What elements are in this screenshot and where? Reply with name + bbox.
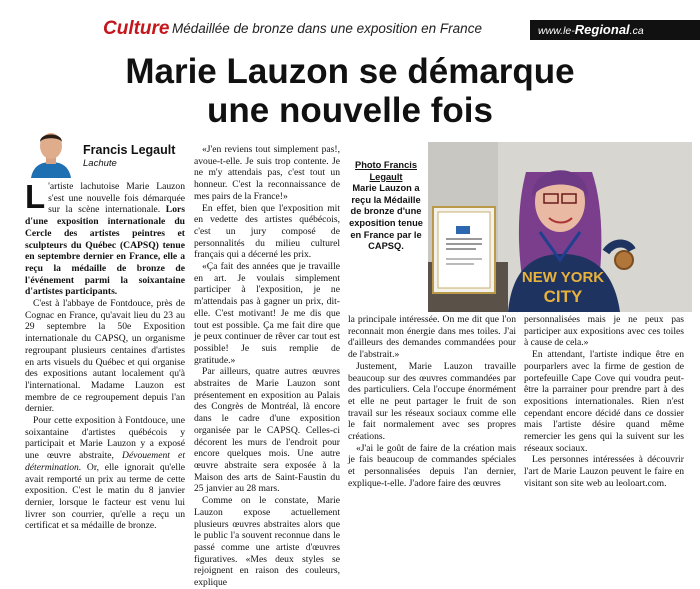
paragraph-text: Pour cette exposition à Fontdouce, une soixantaine d'artistes québécois y participait et Marie Lauzon y a exposé une œuvre abstraite,	[25, 415, 185, 462]
paragraph: En effet, bien que l'exposition mit en vedette des artistes québécois, c'est un jury composé de personnalités du milieu culturel français qui a décerné les prix.	[194, 202, 340, 261]
site-url-box[interactable]	[530, 20, 700, 40]
headline-line-1: Marie Lauzon se démarque	[125, 52, 575, 91]
headline-line-2: une nouvelle fois	[207, 91, 493, 130]
paragraph: «J'ai le goût de faire de la création mais je fais beaucoup de commandes spéciales et personnalisées depuis l'an dernier, explique-t-elle. J'adore faire des œuvres	[348, 442, 516, 489]
article-column-1	[25, 178, 185, 532]
paragraph: personnalisées mais je ne peux pas participer aux expositions avec ces toiles à cause de cela.»	[524, 314, 684, 349]
page-header	[0, 0, 700, 48]
url-prefix: www.le-	[538, 25, 575, 37]
shirt-text-line-2: CITY	[543, 287, 583, 306]
artwork-title: Dévouement et détermination.	[25, 450, 185, 473]
section-rubric: Culture	[103, 18, 170, 39]
article-column-4	[524, 314, 684, 489]
paragraph	[25, 415, 185, 532]
lead-paragraph	[25, 178, 185, 298]
paragraph: Justement, Marie Lauzon travaille beaucoup sur des œuvres commandées par des particuliers. Cela l'occupe énormément et elle ne peut partager le fruit de son travail sur les réseaux sociaux comme elle le fait normalement avec ses propres créations.	[348, 360, 516, 443]
photo-credit: Photo Francis Legault	[355, 160, 417, 182]
drop-cap: L	[25, 178, 46, 215]
photo-illustration	[428, 142, 692, 312]
article-headline	[0, 52, 700, 130]
paragraph: En attendant, l'artiste indique être en pourparlers avec la firme de gestion de portefeuille Cape Cove qui voudra peut-être la parrainer pour prendre part à des expositions internationales. Rien n'est cependant encore décidé dans ce dossier mais l'artiste désire quand même remercier les gens qui la suivent sur les réseaux sociaux.	[524, 349, 684, 454]
caption-text: Marie Lauzon a reçu la Médaille de bronze d'une exposition tenue en France par le CAPSQ.	[349, 183, 423, 252]
lead-bold-text: Lors d'une exposition internationale du Cercle des artistes peintres et sculpteurs du Québec (CAPSQ) tenue en septembre dernier en France, elle a reçu la médaille de bronze de l'événement parmi la soixantaine d'artistes participants.	[25, 204, 185, 298]
paragraph: «J'en reviens tout simplement pas!, avoue-t-elle. Je suis trop contente. Je ne m'y attendais pas, c'est tout un honneur. C'est la reconnaissance de mes pairs de la France!»	[194, 144, 340, 202]
paragraph: la principale intéressée. On me dit que l'on reconnait mon énergie dans mes toiles. J'ai d'ailleurs des demandes commandées pour de l'abstrait.»	[348, 314, 516, 361]
author-photo	[25, 124, 77, 178]
article-column-3	[348, 314, 516, 489]
url-suffix: .ca	[629, 25, 644, 37]
paragraph: C'est à l'abbaye de Fontdouce, près de Cognac en France, qu'avait lieu du 23 au 29 septembre la 50e Exposition internationale du CAPSQ, un organisme regroupant plusieurs centaines d'artistes en arts visuels du Québec et qui organise des expositions autant localement qu'à l'international. Madame Lauzon est membre de ce regroupement depuis l'an dernier.	[25, 298, 185, 415]
article-column-2	[194, 144, 340, 589]
article-photo	[428, 142, 692, 312]
paragraph: Comme on le constate, Marie Lauzon expose actuellement plusieurs œuvres abstraites alors que le public l'a souvent reconnue dans le passé comme une artiste d'œuvres figuratives. «Mes deux styles se rejoignent en raison des couleurs, explique	[194, 495, 340, 589]
lead-text: 'artiste lachutoise Marie Lauzon s'est une nouvelle fois démarquée sur la scène internationale.	[48, 181, 185, 216]
author-portrait-icon	[25, 124, 77, 178]
author-location: Lachute	[83, 158, 117, 169]
author-name: Francis Legault	[83, 143, 176, 157]
paragraph: Les personnes intéressées à découvrir l'art de Marie Lauzon peuvent le faire en visitant son site web au leoloart.com.	[524, 454, 684, 489]
paragraph: Par ailleurs, quatre autres œuvres abstraites de Marie Lauzon sont présentement en exposition au Palais des Congrès de Montréal, là encore dans le cadre d'une exposition organisée par le CAPSQ. Celles-ci décorent les murs de l'endroit pour encore quelques mois. Une autre œuvre abstraite sera exposée à la Maison des arts de Saint-Faustin du 25 janvier au 28 mars.	[194, 366, 340, 495]
paragraph: «Ça fait des années que je travaille en art. Je voulais simplement participer à l'exposition, je ne m'attendais pas à gagner un prix, dit-elle. C'est motivant! Je me dis que tout est possible. Ça me fait dire que je peux continuer de rêver car tout est possible! Je suis remplie de gratitude.»	[194, 261, 340, 366]
header-subtitle: Médaillée de bronze dans une exposition en France	[172, 21, 482, 36]
paragraph-text: Or, elle ignorait qu'elle avait remporté un prix au terme de cette exposition. C'est le matin du 8 janvier dernier, lorsque le facteur est venu lui livrer son courrier, qu'elle a reçu un certificat et sa médaille de bronze.	[25, 461, 185, 532]
shirt-text-line-1: NEW YORK	[521, 269, 605, 286]
url-brand: Regional	[574, 22, 630, 37]
photo-caption	[345, 160, 427, 253]
